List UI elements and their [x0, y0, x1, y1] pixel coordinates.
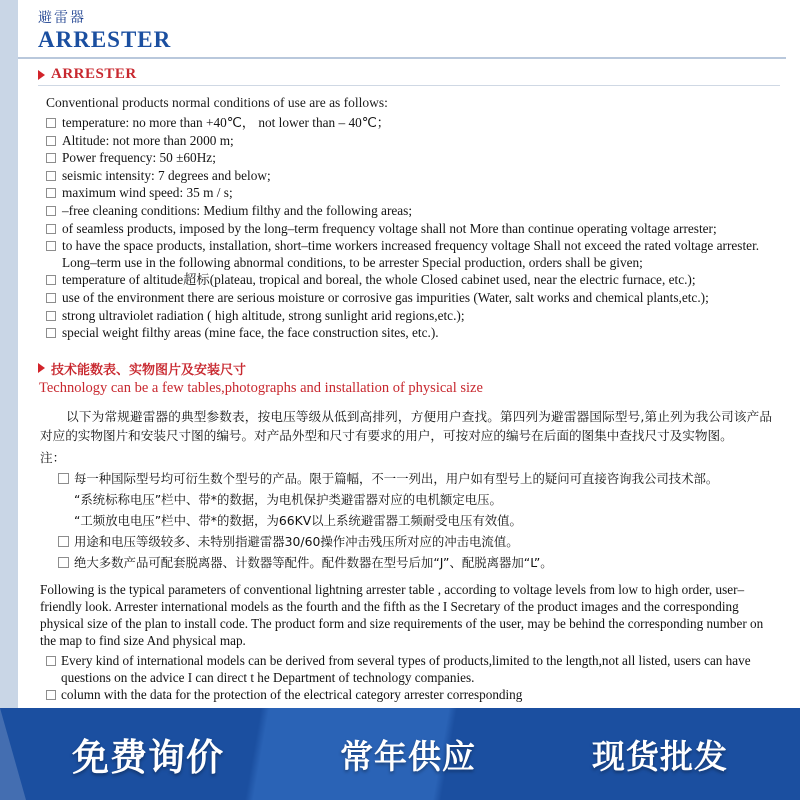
- list-item: [58, 552, 772, 573]
- header-title-en: ARRESTER: [38, 27, 172, 52]
- checkbox-icon: [58, 557, 69, 568]
- conditions-list: [46, 115, 776, 342]
- tech-paragraph-cn: [18, 397, 786, 445]
- note-label: 注：: [40, 449, 66, 465]
- list-item-label: Every kind of international models can be derived from several types of products,limited to the length,not all listed, users can have questions on the advice I can direct t he Department of technology companies.: [61, 652, 751, 685]
- checkbox-icon: [46, 153, 56, 163]
- list-item-label: “系统标称电压”栏中、带*的数据，为电机保护类避雷器对应的电机额定电压。: [74, 491, 502, 507]
- checkbox-icon: [46, 224, 56, 234]
- list-item-label: Altitude: not more than 2000 m;: [62, 132, 234, 148]
- list-item-label: 每一种国际型号均可衍生数个型号的产品。限于篇幅，不一一列出，用户如有型号上的疑问可直接咨询我公司技术部。: [74, 470, 719, 486]
- list-item: [46, 133, 776, 150]
- checkbox-icon: [46, 241, 56, 251]
- list-item: [58, 468, 772, 489]
- list-item-label: column with the data for the protection of the electrical category arrester corresponding: [61, 686, 523, 702]
- section-heading-arrester: [18, 59, 786, 85]
- conditions-block: [18, 86, 786, 342]
- section-heading-technology: [18, 343, 786, 397]
- checkbox-icon: [46, 293, 56, 303]
- checkbox-icon: [46, 118, 56, 128]
- tech-heading-cn: 技术能数表、实物图片及安装尺寸: [51, 362, 247, 378]
- list-item: [46, 272, 776, 289]
- list-item-label: use of the environment there are serious moisture or corrosive gas impurities (Water, salt works and chemical plants,etc.);: [62, 289, 709, 305]
- list-item-label: temperature of altitude超标(plateau, tropical and boreal, the whole Closed cabinet used, near the electric furnace, etc.);: [62, 272, 696, 288]
- list-item: [46, 168, 776, 185]
- list-item-label: Power frequency: 50 ±60Hz;: [62, 150, 216, 166]
- banner-word-1: 免费询价: [72, 736, 224, 779]
- checkbox-icon: [46, 171, 56, 181]
- right-margin: [786, 0, 800, 800]
- checkbox-icon: [46, 328, 56, 338]
- list-item: [58, 489, 772, 510]
- list-item: [58, 510, 772, 531]
- tech-notes-list-en: [18, 652, 786, 704]
- header-title-cn: 避雷器: [38, 10, 86, 26]
- checkbox-icon: [58, 536, 69, 547]
- tech-paragraph-cn-text: 以下为常规避雷器的典型参数表，按电压等级从低到高排列，方便用户查找。第四列为避雷器国际型号,第止列为我公司该产品对应的实物图片和安装尺寸图的编号。对产品外型和尺寸有要求的用户，可按对应的编号在后面的图集中查找尺寸及实物图。: [40, 408, 772, 443]
- list-item: [46, 325, 776, 342]
- checkbox-icon: [46, 206, 56, 216]
- section-heading-label: ARRESTER: [51, 66, 137, 82]
- list-item-label: to have the space products, installation, short–time workers increased frequency voltage Shall not exceed the rated voltage arrester. Long–term use in the following abnormal conditions, to be arrester Special production, orders shall be given;: [62, 238, 760, 270]
- checkbox-icon: [46, 656, 56, 666]
- list-item-label: 用途和电压等级较多、未特别指避雷器30/60操作冲击残压所对应的冲击电流值。: [74, 533, 519, 549]
- checkbox-icon: [46, 136, 56, 146]
- conditions-lead: Conventional products normal conditions of use are as follows:: [46, 95, 388, 110]
- checkbox-icon: [46, 188, 56, 198]
- list-item-label: temperature: no more than +40℃， not lower than – 40℃；: [62, 115, 390, 130]
- list-item-label: strong ultraviolet radiation ( high altitude, strong sunlight arid regions,etc.);: [62, 307, 465, 323]
- left-decorative-rail: [0, 0, 18, 800]
- list-item-label: special weight filthy areas (mine face, the face construction sites, etc.).: [62, 325, 439, 341]
- list-item-label: of seamless products, imposed by the long–term frequency voltage shall not More than continue operating voltage arrester;: [62, 220, 717, 236]
- list-item: [46, 308, 776, 325]
- tech-paragraph-en: Following is the typical parameters of conventional lightning arrester table , according to voltage levels from low to high order, user–friendly look. Arrester international models as the fourth and the fifth as the I Secretary of the product images and the corresponding physical size of the plan to install code. The product form and size requirements of the user, may be behind the corresponding number on the map to find size And physical map.: [40, 581, 764, 649]
- promo-banner: [0, 708, 800, 800]
- list-item: [46, 115, 776, 132]
- document-header: [18, 0, 786, 53]
- list-item: [46, 652, 772, 686]
- banner-word-2: 常年供应: [340, 736, 476, 776]
- list-item: [46, 185, 776, 202]
- document-content: [18, 0, 786, 800]
- tech-notes-list: [18, 468, 786, 573]
- list-item: [46, 221, 776, 238]
- list-item-label: maximum wind speed: 35 m / s;: [62, 185, 233, 201]
- list-item: [46, 150, 776, 167]
- triangle-bullet-icon: [38, 363, 45, 373]
- list-item: [46, 238, 776, 271]
- triangle-bullet-icon: [38, 70, 45, 80]
- list-item-label: –free cleaning conditions: Medium filthy and the following areas;: [62, 202, 413, 218]
- banner-word-3: 现货批发: [592, 736, 728, 776]
- list-item: [46, 290, 776, 307]
- checkbox-icon: [46, 690, 56, 700]
- list-item-label: 绝大多数产品可配套脱离器、计数器等配件。配件数器在型号后加“J”、配脱离器加“L”。: [74, 554, 553, 570]
- list-item: [46, 203, 776, 220]
- checkbox-icon: [58, 473, 69, 484]
- tech-heading-en: Technology can be a few tables,photographs and installation of physical size: [39, 379, 483, 396]
- list-item-label: “工频放电电压”栏中、带*的数据，为66KV以上系统避雷器工频耐受电压有效值。: [74, 512, 522, 528]
- checkbox-icon: [46, 275, 56, 285]
- list-item: [46, 686, 772, 703]
- list-item-label: seismic intensity: 7 degrees and below;: [62, 167, 271, 183]
- checkbox-icon: [46, 311, 56, 321]
- list-item: [58, 531, 772, 552]
